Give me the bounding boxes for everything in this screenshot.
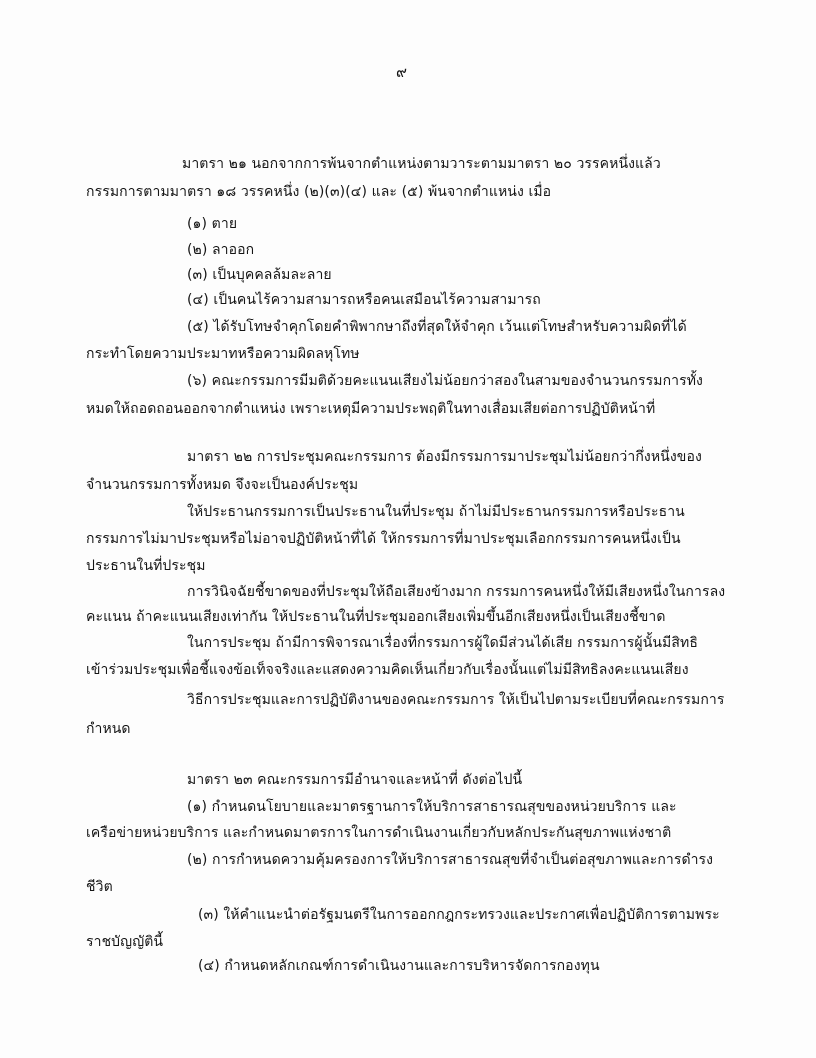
text-line: มาตรา ๒๒ การประชุมคณะกรรมการ ต้องมีกรรมการมาประชุมไม่น้อยกว่ากึ่งหนึ่งของ [187, 449, 702, 465]
text-line: (๑) กำหนดนโยบายและมาตรฐานการให้บริการสาธารณสุขของหน่วยบริการ และ [187, 799, 677, 815]
text-line: (๓) ให้คำแนะนำต่อรัฐมนตรีในการออกกฎกระทรวงและประกาศเพื่อปฏิบัติการตามพระ [198, 907, 720, 923]
text-line: กระทำโดยความประมาทหรือความผิดลหุโทษ [86, 346, 360, 362]
text-line: กรรมการตามมาตรา ๑๘ วรรคหนึ่ง (๒)(๓)(๔) และ (๕) พ้นจากตำแหน่ง เมื่อ [86, 184, 552, 200]
text-line: ราชบัญญัตินี้ [86, 934, 164, 950]
text-line: (๓) เป็นบุคคลล้มละลาย [187, 267, 332, 283]
text-line: ประธานในที่ประชุม [86, 558, 206, 574]
text-line: (๕) ได้รับโทษจำคุกโดยคำพิพากษาถึงที่สุดให้จำคุก เว้นแต่โทษสำหรับความผิดที่ได้ [187, 319, 687, 335]
text-line: (๔) เป็นคนไร้ความสามารถหรือคนเสมือนไร้ความสามารถ [187, 292, 541, 308]
text-line: ชีวิต [86, 879, 113, 895]
text-line: (๒) การกำหนดความคุ้มครองการให้บริการสาธารณสุขที่จำเป็นต่อสุขภาพและการดำรง [187, 852, 714, 868]
text-line: มาตรา ๒๑ นอกจากการพ้นจากตำแหน่งตามวาระตามมาตรา ๒๐ วรรคหนึ่งแล้ว [182, 156, 661, 172]
text-line: ให้ประธานกรรมการเป็นประธานในที่ประชุม ถ้าไม่มีประธานกรรมการหรือประธาน [187, 504, 685, 520]
text-line: เข้าร่วมประชุมเพื่อชี้แจงข้อเท็จจริงและแสดงความคิดเห็นเกี่ยวกับเรื่องนั้นแต่ไม่มีสิทธิลงคะแนนเสียง [86, 662, 689, 678]
text-line: จำนวนกรรมการทั้งหมด จึงจะเป็นองค์ประชุม [86, 477, 359, 493]
text-line: เครือข่ายหน่วยบริการ และกำหนดมาตรการในการดำเนินงานเกี่ยวกับหลักประกันสุขภาพแห่งชาติ [86, 825, 672, 841]
text-line: ในการประชุม ถ้ามีการพิจารณาเรื่องที่กรรมการผู้ใดมีส่วนได้เสีย กรรมการผู้นั้นมีสิทธิ [187, 635, 698, 651]
text-line: กรรมการไม่มาประชุมหรือไม่อาจปฏิบัติหน้าที่ได้ ให้กรรมการที่มาประชุมเลือกกรรมการคนหนึ่งเป็น [86, 531, 681, 547]
text-line: มาตรา ๒๓ คณะกรรมการมีอำนาจและหน้าที่ ดังต่อไปนี้ [187, 772, 523, 788]
text-line: คะแนน ถ้าคะแนนเสียงเท่ากัน ให้ประธานในที่ประชุมออกเสียงเพิ่มขึ้นอีกเสียงหนึ่งเป็นเสียงชี้ขาด [86, 609, 666, 625]
text-line: (๖) คณะกรรมการมีมติด้วยคะแนนเสียงไม่น้อยกว่าสองในสามของจำนวนกรรมการทั้ง [187, 373, 703, 389]
text-line: วิธีการประชุมและการปฏิบัติงานของคณะกรรมการ ให้เป็นไปตามระเบียบที่คณะกรรมการ [187, 692, 725, 708]
text-line: หมดให้ถอดถอนออกจากตำแหน่ง เพราะเหตุมีความประพฤติในทางเสื่อมเสียต่อการปฏิบัติหน้าที่ [86, 401, 656, 417]
text-line: (๔) กำหนดหลักเกณฑ์การดำเนินงานและการบริหารจัดการกองทุน [198, 958, 600, 974]
text-line: (๑) ตาย [187, 216, 238, 232]
text-line: การวินิจฉัยชี้ขาดของที่ประชุมให้ถือเสียงข้างมาก กรรมการคนหนึ่งให้มีเสียงหนึ่งในการลง [187, 584, 726, 600]
text-line: กำหนด [86, 721, 131, 737]
page-number: ๙ [396, 63, 407, 81]
text-line: (๒) ลาออก [187, 242, 255, 258]
